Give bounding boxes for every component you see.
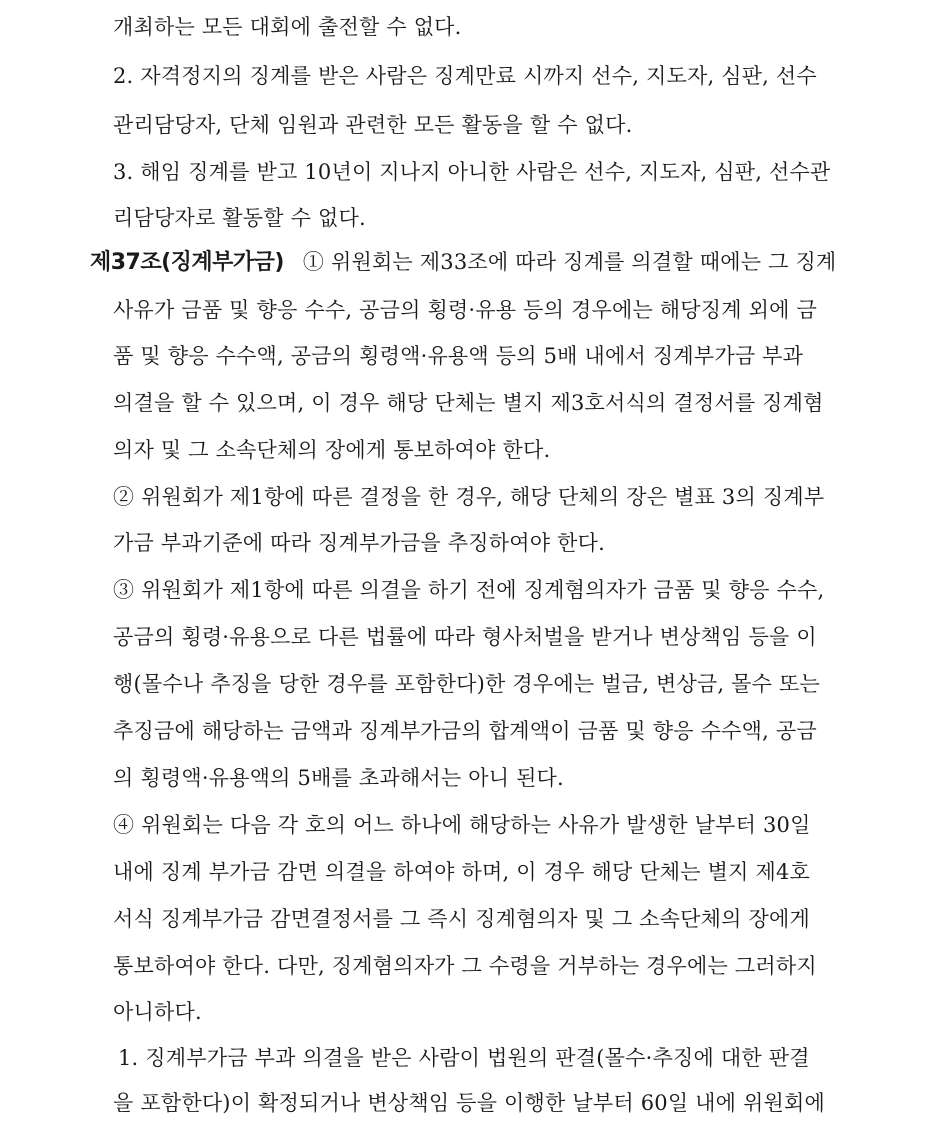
text-line: 추징금에 해당하는 금액과 징계부가금의 합계액이 금품 및 향응 수수액, 공금 <box>113 719 817 743</box>
text-line: 서식 징계부가금 감면결정서를 그 즉시 징계혐의자 및 그 소속단체의 장에게 <box>113 907 810 931</box>
article-title: 제37조(징계부가금) <box>90 250 284 275</box>
text-line: 관리담당자, 단체 임원과 관련한 모든 활동을 할 수 없다. <box>113 113 633 137</box>
text-line: 품 및 향응 수수액, 공금의 횡령액·유용액 등의 5배 내에서 징계부가금 부과 <box>113 344 804 368</box>
text-line: ④ 위원회는 다음 각 호의 어느 하나에 해당하는 사유가 발생한 날부터 30일 <box>113 813 811 837</box>
text-line: 개최하는 모든 대회에 출전할 수 없다. <box>113 15 462 39</box>
text-line: 공금의 횡령·유용으로 다른 법률에 따라 형사처벌을 받거나 변상책임 등을 이 <box>113 625 817 649</box>
article-first-line: ① 위원회는 제33조에 따라 징계를 의결할 때에는 그 징계 <box>302 250 837 274</box>
text-line: 1. 징계부가금 부과 의결을 받은 사람이 법원의 판결(몰수·추징에 대한 판결 <box>118 1046 810 1070</box>
text-line: 사유가 금품 및 향응 수수, 공금의 횡령·유용 등의 경우에는 해당징계 외에 금 <box>113 298 817 322</box>
text-line: 3. 해임 징계를 받고 10년이 지나지 아니한 사람은 선수, 지도자, 심판, 선수관 <box>113 160 831 184</box>
text-line: ② 위원회가 제1항에 따른 결정을 한 경우, 해당 단체의 장은 별표 3의 징계부 <box>113 485 825 509</box>
text-line: 2. 자격정지의 징계를 받은 사람은 징계만료 시까지 선수, 지도자, 심판, 선수 <box>113 64 817 88</box>
text-line: 의결을 할 수 있으며, 이 경우 해당 단체는 별지 제3호서식의 결정서를 징계혐 <box>113 391 824 415</box>
text-line: 아니하다. <box>113 1000 202 1024</box>
text-line: ③ 위원회가 제1항에 따른 의결을 하기 전에 징계혐의자가 금품 및 향응 수수, <box>113 578 825 602</box>
text-line: 가금 부과기준에 따라 징계부가금을 추징하여야 한다. <box>113 531 605 555</box>
text-line: 내에 징계 부가금 감면 의결을 하여야 하며, 이 경우 해당 단체는 별지 제4호 <box>113 860 811 884</box>
text-line: 의 횡령액·유용액의 5배를 초과해서는 아니 된다. <box>113 766 564 790</box>
text-line: 의자 및 그 소속단체의 장에게 통보하여야 한다. <box>113 438 551 462</box>
article-heading-line <box>90 247 836 278</box>
text-line: 을 포함한다)이 확정되거나 변상책임 등을 이행한 날부터 60일 내에 위원회에 <box>113 1091 825 1115</box>
text-line: 통보하여야 한다. 다만, 징계혐의자가 그 수령을 거부하는 경우에는 그러하지 <box>113 954 817 978</box>
text-line: 리담당자로 활동할 수 없다. <box>113 206 366 230</box>
text-line: 행(몰수나 추징을 당한 경우를 포함한다)한 경우에는 벌금, 변상금, 몰수 또는 <box>113 672 820 696</box>
